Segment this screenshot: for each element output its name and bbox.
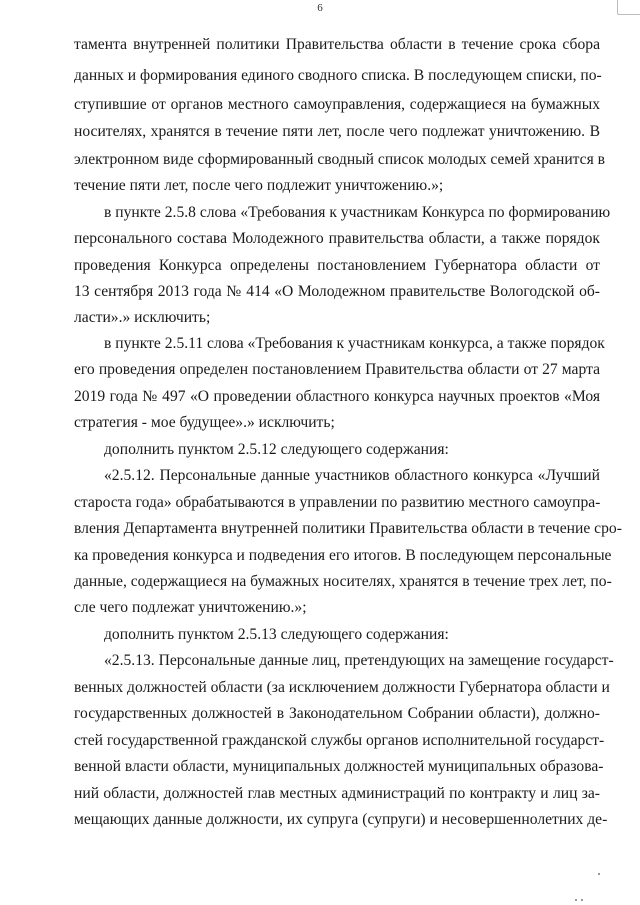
text-line: персонального состава Молодежного правительства области, а также порядок — [74, 230, 600, 247]
text-line: «2.5.13. Персональные данные лиц, претендующих на замещение государст- — [104, 652, 614, 669]
text-line: венных должностей области (за исключением должности Губернатора области и — [74, 679, 610, 696]
text-line: дополнить пунктом 2.5.12 следующего содержания: — [104, 441, 449, 458]
page-number: 6 — [317, 2, 323, 14]
text-line: носителях, хранятся в течение пяти лет, после чего подлежат уничтожению. В — [74, 123, 600, 140]
text-line: ний области, должностей глав местных администраций по контракту и лиц за- — [74, 785, 600, 802]
corner-mark — [617, 0, 640, 15]
text-line: ступившие от органов местного самоуправления, содержащиеся на бумажных — [74, 96, 600, 113]
text-line: его проведения определен постановлением Правительства области от 27 марта — [74, 361, 600, 378]
text-line: проведения Конкурса определены постановлением Губернатора области от — [74, 257, 600, 274]
text-line: в пункте 2.5.8 слова «Требования к участникам Конкурса по формированию — [104, 204, 611, 221]
text-line: стратегия - мое будущее».» исключить; — [74, 414, 335, 431]
text-line: в пункте 2.5.11 слова «Требования к участникам конкурса, а также порядок — [104, 335, 605, 352]
text-line: ласти».» исключить; — [74, 309, 211, 326]
text-line: электронном виде сформированный сводный список молодых семей хранится в — [74, 151, 606, 168]
text-line: ка проведения конкурса и подведения его итогов. В последующем персональные — [74, 547, 612, 564]
scan-speck — [575, 899, 577, 901]
text-line: староста года» обрабатываются в управлении по развитию местного самоупра- — [74, 494, 601, 511]
text-line: дополнить пунктом 2.5.13 следующего содержания: — [104, 626, 449, 643]
text-line: венной власти области, муниципальных должностей муниципальных образова- — [74, 758, 604, 775]
text-line: вления Департамента внутренней политики Правительства области в течение сро- — [74, 520, 622, 537]
text-line: 13 сентября 2013 года № 414 «О Молодежном правительстве Вологодской об- — [74, 283, 600, 300]
scan-speck — [581, 899, 583, 901]
text-line: данных и формирования единого сводного списка. В последующем списки, по- — [74, 67, 602, 84]
text-line: «2.5.12. Персональные данные участников областного конкурса «Лучший — [104, 467, 600, 484]
text-line: государственных должностей в Законодательном Собрании области), должно- — [74, 705, 600, 722]
scan-speck — [598, 873, 600, 875]
text-line: сле чего подлежат уничтожению.»; — [74, 599, 307, 616]
text-line: 2019 года № 497 «О проведении областного конкурса научных проектов «Моя — [74, 388, 600, 405]
text-line: мещающих данные должности, их супруга (супруги) и несовершеннолетних де- — [74, 811, 608, 828]
text-line: течение пяти лет, после чего подлежит уничтожению.»; — [74, 177, 444, 194]
text-line: тамента внутренней политики Правительства области в течение срока сбора — [74, 36, 600, 53]
text-line: данные, содержащиеся на бумажных носителях, хранятся в течение трех лет, по- — [74, 573, 612, 590]
text-line: стей государственной гражданской службы органов исполнительной государст- — [74, 732, 605, 749]
